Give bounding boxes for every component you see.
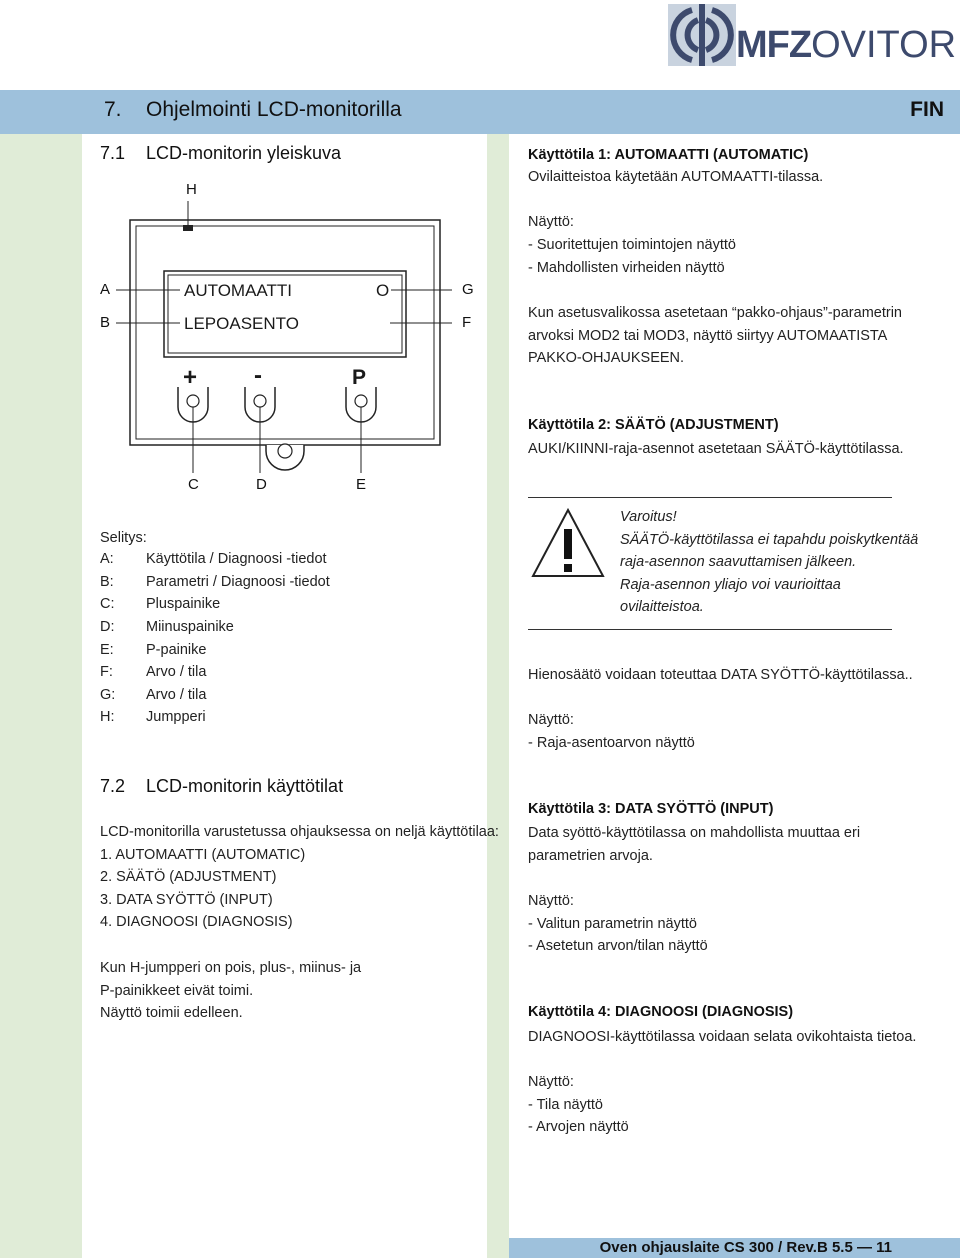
display-line-2: LEPOASENTO (184, 314, 299, 333)
mode3-display-label: Näyttö: (528, 893, 574, 909)
legend-key: E: (100, 642, 114, 658)
section-number: 7.2 (100, 776, 126, 796)
legend-text: Parametri / Diagnoosi -tiedot (146, 574, 330, 590)
chapter-number: 7. (104, 98, 122, 121)
mode4-display-item: - Arvojen näyttö (528, 1119, 629, 1135)
mode4-desc: DIAGNOOSI-käyttötilassa voidaan selata ovikohtaista tietoa. (528, 1029, 917, 1045)
legend-item (100, 574, 330, 590)
left-margin-strip (0, 134, 82, 1258)
mounting-hole-icon (278, 444, 292, 458)
display-line-1: AUTOMAATTI (184, 281, 292, 300)
display-status-char: O (376, 281, 390, 300)
legend-key: F: (100, 664, 113, 680)
legend-key: D: (100, 619, 115, 635)
legend-item (100, 551, 327, 567)
jumper-note-line: Kun H-jumpperi on pois, plus-, miinus- ja (100, 960, 362, 976)
legend-item (100, 619, 234, 635)
label-a: A (100, 281, 111, 298)
legend-key: H: (100, 709, 115, 725)
mode4-display-item: - Tila näyttö (528, 1097, 603, 1113)
logo-mark-icon (668, 4, 738, 68)
legend-text: Arvo / tila (146, 664, 207, 680)
label-f: F (462, 314, 472, 331)
label-h: H (186, 181, 197, 198)
legend-item (100, 709, 206, 725)
mode1-note-line: Kun asetusvalikossa asetetaan “pakko-ohjaus”-parametrin (528, 305, 902, 321)
p-button-label: P (352, 366, 367, 389)
legend-item (100, 687, 206, 703)
legend-text: Miinuspainike (146, 619, 234, 635)
footer-text: Oven ohjauslaite CS 300 / Rev.B 5.5 — 11 (599, 1239, 892, 1256)
section-7-1-title (100, 143, 341, 164)
jumper-h (183, 225, 193, 231)
legend-key: C: (100, 596, 115, 612)
legend-key: G: (100, 687, 116, 703)
label-e: E (356, 476, 367, 493)
mode4-display-label: Näyttö: (528, 1074, 574, 1090)
warning-line: ovilaitteistoa. (620, 599, 704, 615)
legend-text: Pluspainike (146, 596, 221, 612)
minus-button-label: - (254, 362, 262, 389)
legend-item (100, 664, 206, 680)
brand-name (736, 24, 956, 67)
legend-key: A: (100, 551, 114, 567)
warning-line: Raja-asennon yliajo voi vaurioittaa (620, 577, 841, 593)
warning-line: SÄÄTÖ-käyttötilassa ei tapahdu poiskytkentää (620, 532, 919, 548)
mode1-note-line: arvoksi MOD2 tai MOD3, näyttö siirtyy AUTOMAATISTA (528, 328, 888, 344)
label-c: C (188, 476, 199, 493)
mode1-title: Käyttötila 1: AUTOMAATTI (AUTOMATIC) (528, 147, 809, 163)
warning-bottom-rule (528, 629, 892, 630)
mode2-desc: AUKI/KIINNI-raja-asennot asetetaan SÄÄTÖ-käyttötilassa. (528, 441, 904, 457)
legend-key: B: (100, 574, 114, 590)
center-gutter-strip (487, 134, 509, 1258)
brand-name-bold: MFZ (736, 24, 812, 66)
mode2-display-label: Näyttö: (528, 712, 574, 728)
jumper-note-line: P-painikkeet eivät toimi. (100, 983, 254, 999)
legend-title: Selitys: (100, 530, 147, 546)
mode4-title: Käyttötila 4: DIAGNOOSI (DIAGNOSIS) (528, 1004, 794, 1020)
chapter-title (104, 98, 402, 122)
mode3-display-item: - Valitun parametrin näyttö (528, 916, 697, 932)
mode1-note-line: PAKKO-OHJAUKSEEN. (528, 350, 685, 366)
brand-name-thin: OVITOR (811, 24, 957, 66)
section-title-text: LCD-monitorin yleiskuva (146, 143, 342, 163)
label-b: B (100, 314, 111, 331)
warning-title: Varoitus! (620, 509, 677, 525)
mode-list-item: 4. DIAGNOOSI (DIAGNOSIS) (100, 914, 293, 930)
mode2-title: Käyttötila 2: SÄÄTÖ (ADJUSTMENT) (528, 417, 779, 433)
legend-text: Käyttötila / Diagnoosi -tiedot (146, 551, 327, 567)
mode2-fine-tuning: Hienosäätö voidaan toteuttaa DATA SYÖTTÖ-käyttötilassa.. (528, 667, 913, 683)
mode3-desc-line: parametrien arvoja. (528, 848, 653, 864)
mode-list-item: 2. SÄÄTÖ (ADJUSTMENT) (100, 869, 277, 885)
mode3-desc-line: Data syöttö-käyttötilassa on mahdollista muuttaa eri (528, 825, 861, 841)
mode2-display-item: - Raja-asentoarvon näyttö (528, 735, 695, 751)
mode1-display-item: - Suoritettujen toimintojen näyttö (528, 237, 736, 253)
mode1-display-label: Näyttö: (528, 214, 574, 230)
plus-button-label: + (183, 364, 198, 391)
section-title-text: LCD-monitorin käyttötilat (146, 776, 344, 796)
section-7-2-title (100, 776, 343, 797)
legend-text: Jumpperi (146, 709, 206, 725)
mode1-display-item: - Mahdollisten virheiden näyttö (528, 260, 725, 276)
legend-item (100, 596, 220, 612)
warning-line: raja-asennon saavuttamisen jälkeen. (620, 554, 857, 570)
mode3-display-item: - Asetetun arvon/tilan näyttö (528, 938, 708, 954)
language-code: FIN (910, 98, 944, 121)
mode1-desc: Ovilaitteistoa käytetään AUTOMAATTI-tilassa. (528, 169, 824, 185)
lcd-monitor-diagram (90, 175, 490, 505)
section-number: 7.1 (100, 143, 126, 163)
legend-text: Arvo / tila (146, 687, 207, 703)
warning-top-rule (528, 497, 892, 498)
legend-item (100, 642, 206, 658)
mode-list-item: 1. AUTOMAATTI (AUTOMATIC) (100, 847, 306, 863)
label-d: D (256, 476, 267, 493)
mode-list-item: 3. DATA SYÖTTÖ (INPUT) (100, 892, 273, 908)
jumper-note-line: Näyttö toimii edelleen. (100, 1005, 243, 1021)
legend-text: P-painike (146, 642, 207, 658)
warning-triangle-icon (530, 507, 606, 579)
modes-intro: LCD-monitorilla varustetussa ohjauksessa on neljä käyttötilaa: (100, 824, 499, 840)
label-g: G (462, 281, 474, 298)
chapter-title-text: Ohjelmointi LCD-monitorilla (146, 98, 402, 121)
mode3-title: Käyttötila 3: DATA SYÖTTÖ (INPUT) (528, 801, 774, 817)
